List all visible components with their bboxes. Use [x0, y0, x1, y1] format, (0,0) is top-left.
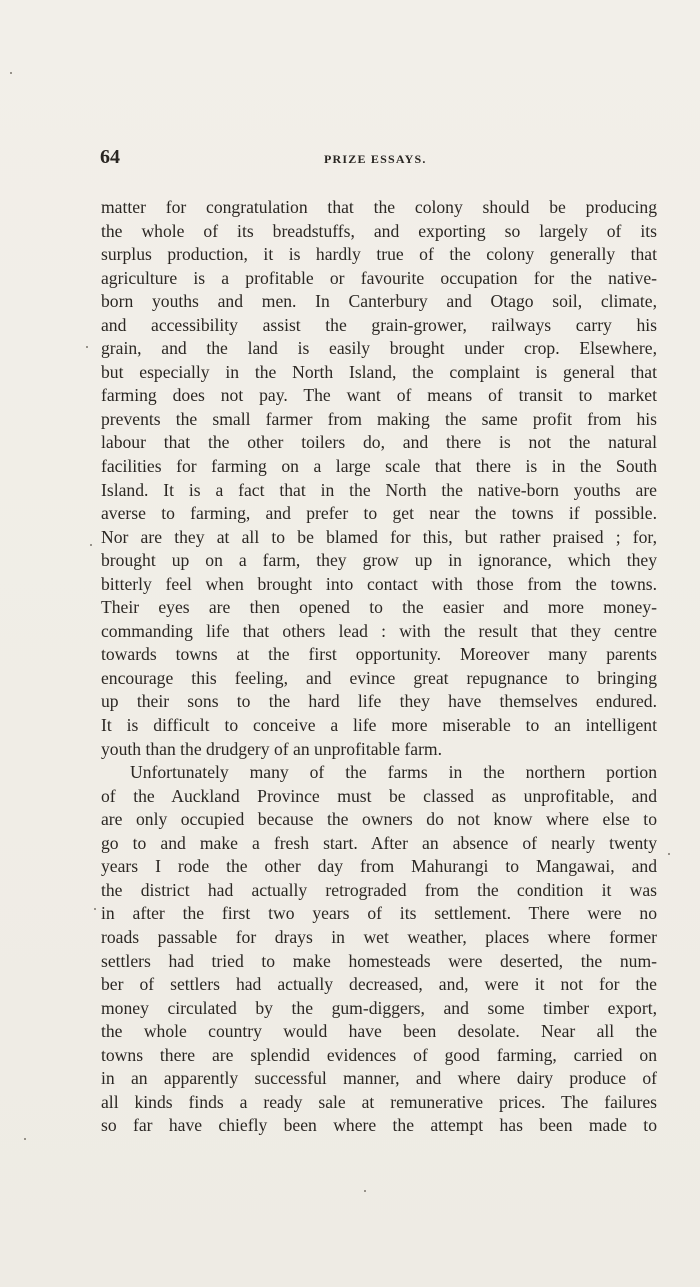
text-line: up their sons to the hard life they have themselves endured. [101, 691, 657, 712]
page-number: 64 [100, 146, 120, 168]
scan-speck [90, 544, 92, 546]
running-head: PRIZE ESSAYS. [324, 152, 427, 166]
text-line: prevents the small farmer from making the same profit from his [101, 408, 657, 429]
text-line: the district had actually retrograded from the condition it was [101, 879, 657, 900]
scan-speck [668, 853, 670, 855]
text-line: ber of settlers had actually decreased, and, were it not for the [101, 974, 657, 995]
text-line: surplus production, it is hardly true of the colony generally that [101, 244, 657, 265]
text-line: agriculture is a profitable or favourite occupation for the native- [101, 267, 657, 288]
text-line: the whole of its breadstuffs, and exporting so largely of its [101, 220, 657, 241]
text-line: in an apparently successful manner, and where dairy produce of [101, 1068, 657, 1089]
text-line: born youths and men. In Canterbury and Otago soil, climate, [101, 291, 657, 312]
paragraph-start-line: Unfortunately many of the farms in the northern portion [130, 762, 657, 783]
text-line: grain, and the land is easily brought under crop. Elsewhere, [101, 338, 657, 359]
paragraph-end-line: youth than the drudgery of an unprofitable farm. [101, 738, 443, 759]
text-line: are only occupied because the owners do not know where else to [101, 809, 657, 830]
scan-speck [86, 346, 88, 348]
text-line: Island. It is a fact that in the North the native-born youths are [101, 479, 657, 500]
scan-speck [24, 1138, 26, 1140]
body-text [101, 196, 657, 1138]
text-line: in after the first two years of its settlement. There were no [101, 903, 657, 924]
text-line: averse to farming, and prefer to get near the towns if possible. [101, 503, 657, 524]
scan-speck [94, 908, 96, 910]
text-line: and accessibility assist the grain-grower, railways carry his [101, 314, 657, 335]
text-line: of the Auckland Province must be classed as unprofitable, and [101, 785, 657, 806]
text-line: brought up on a farm, they grow up in ignorance, which they [101, 550, 657, 571]
text-line: money circulated by the gum-diggers, and some timber export, [101, 997, 657, 1018]
text-line: facilities for farming on a large scale that there is in the South [101, 456, 657, 477]
text-line: Nor are they at all to be blamed for this, but rather praised ; for, [101, 526, 657, 547]
text-line: so far have chiefly been where the attempt has been made to [101, 1115, 657, 1136]
text-line: the whole country would have been desolate. Near all the [101, 1021, 657, 1042]
text-line: encourage this feeling, and evince great repugnance to bringing [101, 667, 657, 688]
text-line: Their eyes are then opened to the easier and more money- [101, 597, 657, 618]
text-line: It is difficult to conceive a life more miserable to an intelligent [101, 715, 657, 736]
scan-speck [364, 1190, 366, 1192]
text-line: years I rode the other day from Mahurangi to Mangawai, and [101, 856, 657, 877]
text-line: commanding life that others lead : with the result that they centre [101, 620, 657, 641]
text-line: roads passable for drays in wet weather, places where former [101, 926, 657, 947]
text-line: labour that the other toilers do, and there is not the natural [101, 432, 657, 453]
text-line: but especially in the North Island, the complaint is general that [101, 361, 657, 382]
page-header [100, 146, 656, 170]
text-line: matter for congratulation that the colony should be producing [101, 197, 657, 217]
scan-speck [10, 72, 12, 74]
text-line: go to and make a fresh start. After an absence of nearly twenty [101, 832, 657, 853]
text-line: towards towns at the first opportunity. Moreover many parents [101, 644, 657, 665]
text-line: farming does not pay. The want of means of transit to market [101, 385, 657, 406]
text-line: bitterly feel when brought into contact with those from the towns. [101, 573, 657, 594]
text-line: all kinds finds a ready sale at remunerative prices. The failures [101, 1091, 657, 1112]
text-line: towns there are splendid evidences of good farming, carried on [101, 1044, 657, 1065]
text-line: settlers had tried to make homesteads were deserted, the num- [101, 950, 657, 971]
